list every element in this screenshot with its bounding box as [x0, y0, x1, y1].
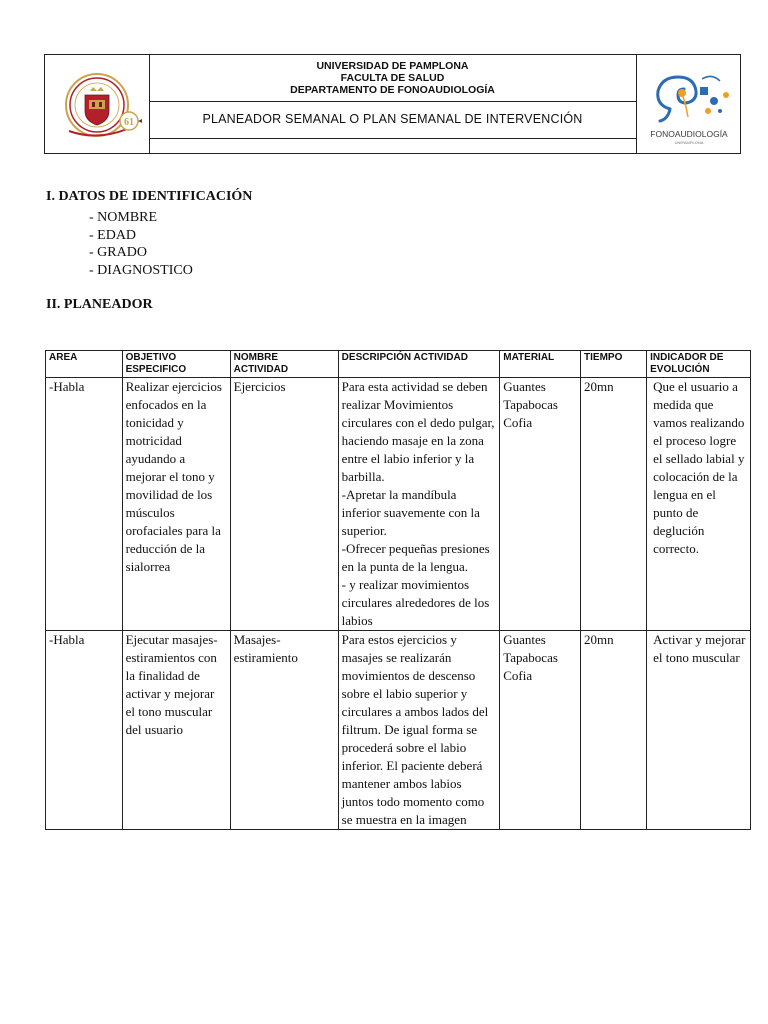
- department-name: DEPARTAMENTO DE FONOAUDIOLOGÍA: [290, 84, 495, 96]
- table-row: [46, 631, 751, 830]
- identification-item-edad: - EDAD: [89, 227, 137, 243]
- institution-block: [149, 60, 636, 96]
- cell-description: Para estos ejercicios y masajes se realizarán movimientos de descenso sobre el labio superior y circulares a ambos lados del filtrum. De igual forma se procederá sobre el labio inferior. El paciente deberá mantener ambos labios juntos todo momento como se muestra en la imagen: [338, 631, 500, 830]
- identification-item-nombre: - NOMBRE: [89, 210, 158, 225]
- plan-title: PLANEADOR SEMANAL O PLAN SEMANAL DE INTERVENCIÓN: [202, 112, 583, 126]
- identification-list: [89, 209, 193, 279]
- column-header-objective: OBJETIVO ESPECIFICO: [122, 351, 230, 378]
- cell-material: Guantes Tapabocas Cofia: [500, 378, 581, 631]
- fonoaudiologia-logo: [642, 65, 736, 147]
- cell-objective: Realizar ejercicios enfocados en la tonicidad y motricidad ayudando a mejorar el tono y movilidad de los músculos orofaciales para la reducción de la sialorrea: [122, 378, 230, 631]
- header-divider: [149, 138, 636, 139]
- logo-subtext: UNIPAMPLONA: [674, 140, 704, 145]
- identification-item-grado: - GRADO: [89, 245, 147, 260]
- ear-swirl-icon: [642, 65, 736, 129]
- table-row: [46, 378, 751, 631]
- identification-item-diagnostico: - DIAGNOSTICO: [89, 262, 193, 278]
- planner-section-title: II. PLANEADOR: [46, 297, 153, 312]
- cell-activity: Ejercicios: [230, 378, 338, 631]
- university-seal-logo: [63, 69, 143, 141]
- column-header-time: TIEMPO: [581, 351, 647, 378]
- cell-objective: Ejecutar masajes-estiramientos con la finalidad de activar y mejorar el tono muscular del usuario: [122, 631, 230, 830]
- document-header: [44, 54, 741, 154]
- header-divider: [636, 55, 637, 153]
- table-header-row: [46, 351, 751, 378]
- cell-description: Para esta actividad se deben realizar Movimientos circulares con el dedo pulgar, haciendo masaje en la zona entre el labio inferior y la barbilla. -Apretar la mandíbula inferior suavemente con la superior. -Ofrecer pequeñas presiones en la punta de la lengua. - y realizar movimientos circulares alrededores de los labios: [338, 378, 500, 631]
- identification-section-title: I. DATOS DE IDENTIFICACIÓN: [46, 189, 253, 204]
- faculty-name: FACULTA DE SALUD: [340, 72, 445, 84]
- column-header-material: MATERIAL: [500, 351, 581, 378]
- header-divider: [149, 101, 636, 102]
- logo-text: FONOAUDIOLOGÍA: [650, 129, 728, 139]
- column-header-description: DESCRIPCIÓN ACTIVIDAD: [338, 351, 500, 378]
- column-header-activity: NOMBRE ACTIVIDAD: [230, 351, 338, 378]
- cell-material: Guantes Tapabocas Cofia: [500, 631, 581, 830]
- column-header-indicator: INDICADOR DE EVOLUCIÓN: [647, 351, 751, 378]
- cell-area: -Habla: [46, 631, 123, 830]
- cell-indicator: Activar y mejorar el tono muscular: [647, 631, 751, 830]
- column-header-area: AREA: [46, 351, 123, 378]
- cell-indicator: Que el usuario a medida que vamos realizando el proceso logre el sellado labial y colocación de la lengua en el punto de deglución correcto.: [647, 378, 751, 631]
- cell-time: 20mn: [581, 378, 647, 631]
- cell-time: 20mn: [581, 631, 647, 830]
- university-name: UNIVERSIDAD DE PAMPLONA: [316, 60, 469, 72]
- seal-number: 61: [124, 117, 134, 128]
- cell-activity: Masajes-estiramiento: [230, 631, 338, 830]
- cell-area: -Habla: [46, 378, 123, 631]
- planner-table: [45, 350, 751, 830]
